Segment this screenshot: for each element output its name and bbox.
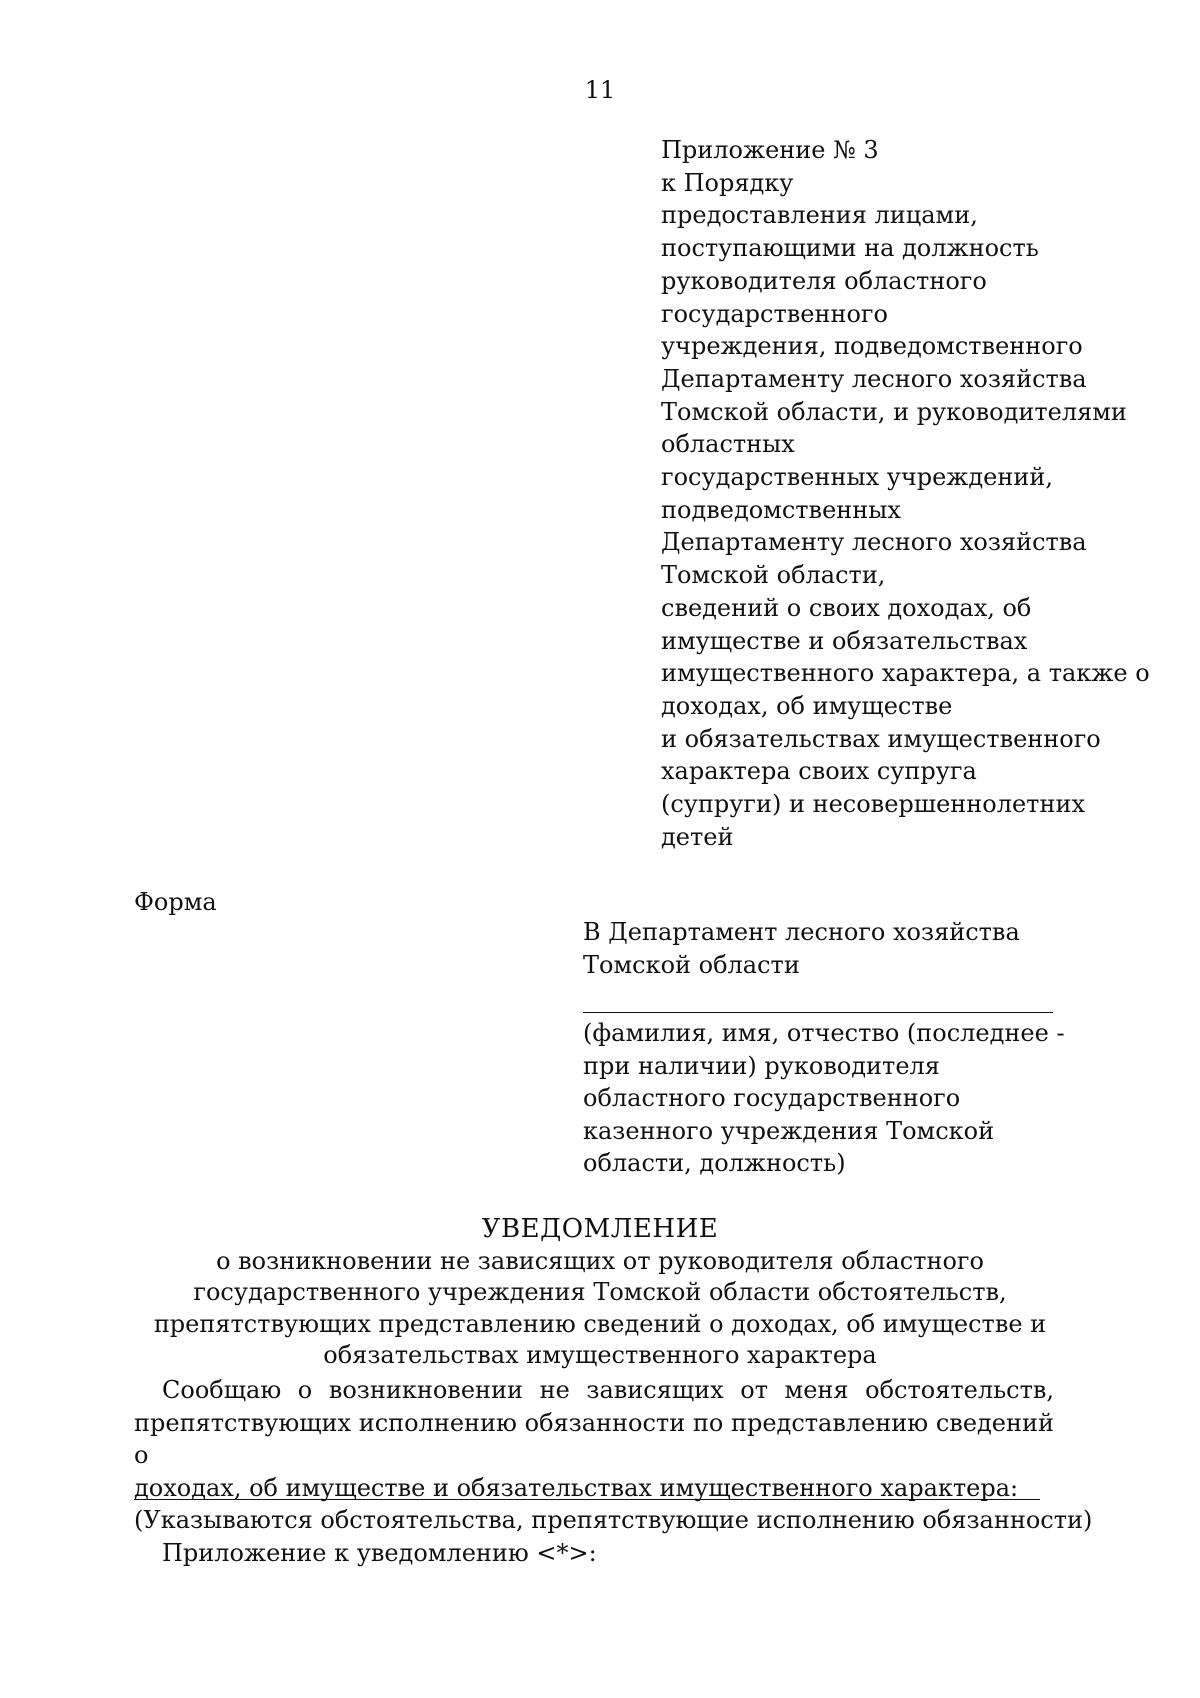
form-label: Форма <box>134 888 217 916</box>
circumstances-blank-line <box>134 1499 1040 1500</box>
appendix-line: руководителя областного <box>661 266 987 295</box>
appendix-line: учреждения, подведомственного <box>661 332 1083 361</box>
appendix-line: государственных учреждений, <box>661 463 1053 492</box>
notice-subtitle <box>134 1246 1066 1371</box>
notice-body-line: доходах, об имуществе и обязательствах имущественного характера: <box>134 1473 1019 1502</box>
attachment-label: Приложение к уведомлению <*>: <box>162 1539 597 1567</box>
appendix-line: Томской области, <box>661 561 886 590</box>
notice-subtitle-line: препятствующих представлению сведений о доходах, об имуществе и <box>153 1309 1047 1338</box>
sender-hint-line: казенного учреждения Томской <box>583 1116 995 1145</box>
addressee-line: В Департамент лесного хозяйства <box>583 918 1020 946</box>
appendix-line: предоставления лицами, <box>661 201 978 230</box>
appendix-line: к Порядку <box>661 168 794 197</box>
appendix-line: поступающими на должность <box>661 234 1039 263</box>
sender-hint-line: областного государственного <box>583 1084 961 1112</box>
sender-name-hint <box>583 1017 1063 1180</box>
appendix-line: имуществе и обязательствах <box>661 626 1028 655</box>
appendix-line: Приложение № 3 <box>661 136 879 164</box>
appendix-line: доходах, об имуществе <box>661 691 953 720</box>
sender-hint-line: области, должность) <box>583 1149 846 1177</box>
appendix-line: подведомственных <box>661 495 901 524</box>
circumstances-caption: (Указываются обстоятельства, препятствующие исполнению обязанности) <box>134 1506 1093 1534</box>
sender-name-blank-line <box>583 1012 1053 1013</box>
notice-body-line: препятствующих исполнению обязанности по представлению сведений о <box>134 1408 1054 1469</box>
appendix-line: сведений о своих доходах, об <box>661 593 1032 622</box>
appendix-header <box>661 134 1181 853</box>
appendix-line: имущественного характера, а также о <box>661 659 1150 688</box>
appendix-line: областных <box>661 430 795 459</box>
addressee-block <box>583 916 1063 981</box>
notice-subtitle-line: о возникновении не зависящих от руководителя областного <box>216 1247 984 1275</box>
sender-hint-line: при наличии) руководителя <box>583 1051 940 1080</box>
appendix-line: и обязательствах имущественного <box>661 724 1101 753</box>
appendix-line: государственного <box>661 299 888 328</box>
appendix-line: Департаменту лесного хозяйства <box>661 364 1087 393</box>
page-number: 11 <box>584 76 616 104</box>
appendix-line: Департаменту лесного хозяйства <box>661 528 1087 557</box>
appendix-line: (супруги) и несовершеннолетних <box>661 790 1085 819</box>
addressee-line: Томской области <box>583 950 800 979</box>
notice-title: УВЕДОМЛЕНИЕ <box>481 1214 719 1244</box>
notice-body-line: Сообщаю о возникновении не зависящих от меня обстоятельств, <box>162 1376 1054 1404</box>
notice-subtitle-line: государственного учреждения Томской области обстоятельств, <box>193 1278 1007 1307</box>
notice-subtitle-line: обязательствах имущественного характера <box>323 1340 877 1369</box>
sender-hint-line: (фамилия, имя, отчество (последнее - <box>583 1019 1065 1047</box>
notice-body <box>134 1374 1054 1504</box>
appendix-line: детей <box>661 822 734 851</box>
appendix-line: Томской области, и руководителями <box>661 397 1127 426</box>
appendix-line: характера своих супруга <box>661 757 977 786</box>
